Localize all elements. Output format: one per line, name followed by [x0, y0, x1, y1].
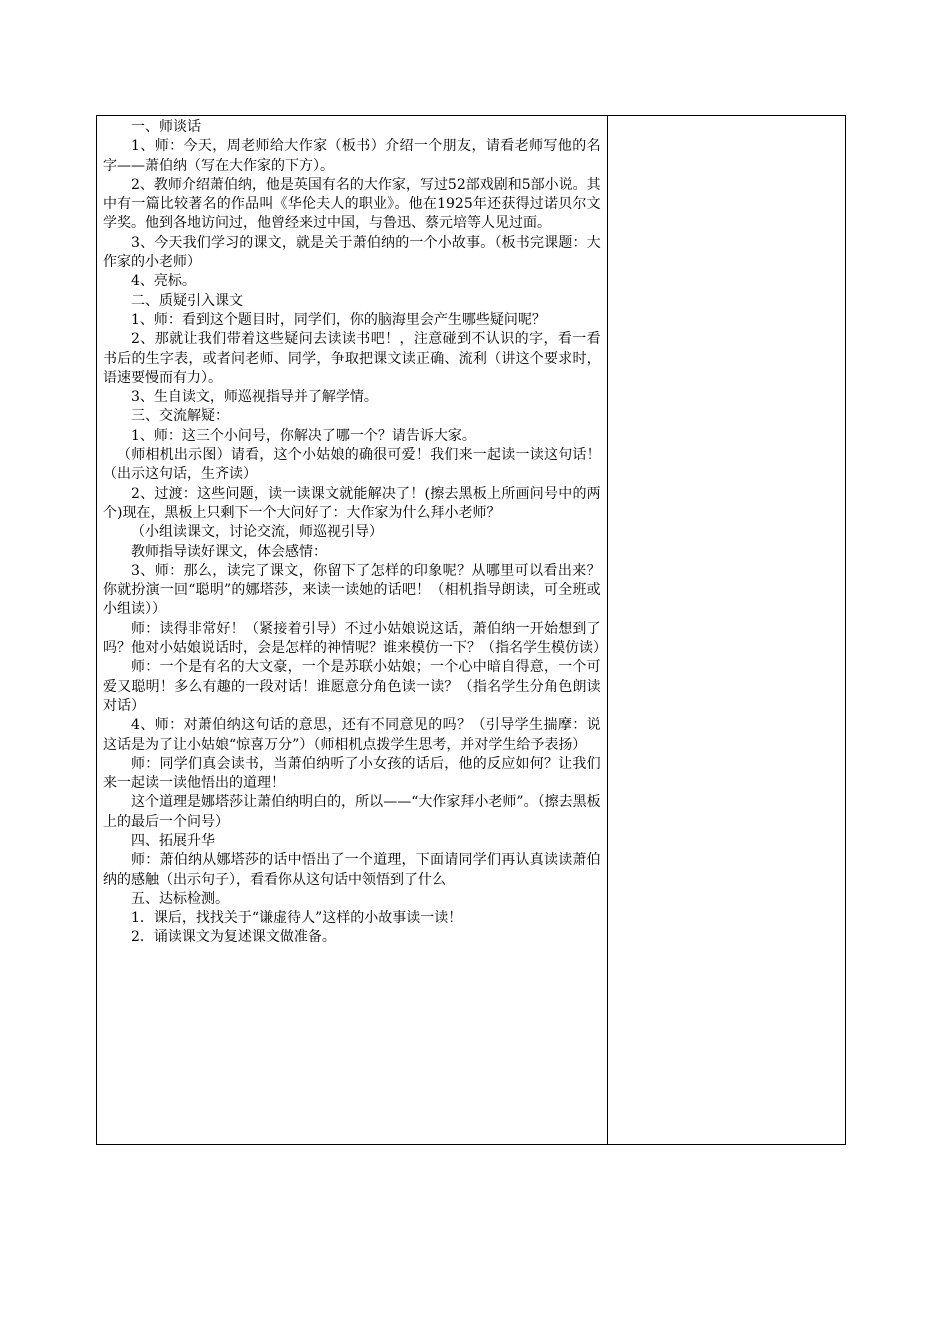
paragraph: 这个道理是娜塔莎让萧伯纳明白的，所以——“大作家拜小老师”。（擦去黑板上的最后一个问号） [103, 794, 601, 830]
paragraph: 3、师：那么，读完了课文，你留下了怎样的印象呢？从哪里可以看出来？你就扮演一回“聪明”的娜塔莎，来读一读她的话吧！（相机指导朗读，可全班或小组读）） [103, 562, 601, 618]
paragraph: 师：萧伯纳从娜塔莎的话中悟出了一个道理，下面请同学们再认真读读萧伯纳的感触（出示句子），看看你从这句话中领悟到了什么 [103, 852, 601, 888]
paragraph: 一、师谈话 [131, 119, 201, 135]
paragraph: 三、交流解疑： [131, 408, 229, 425]
paragraph: 师：同学们真会读书，当萧伯纳听了小女孩的话后，他的反应如何？让我们来一起读一读他悟出的道理！ [103, 755, 601, 792]
paragraph: 四、拓展升华 [131, 832, 215, 849]
paragraph: 3、今天我们学习的课文，就是关于萧伯纳的一个小故事。（板书完课题：大作家的小老师） [103, 234, 601, 271]
paragraph: 教师指导读好课文，体会感情： [131, 543, 327, 560]
lesson-content-cell [97, 116, 608, 1145]
paragraph: 师：一个是有名的大文豪，一个是苏联小姑娘；一个心中暗自得意，一个可爱又聪明！多么有趣的一段对话！谁愿意分角色读一读？（指名学生分角色朗读对话） [103, 659, 601, 714]
paragraph: 3、生自读文，师巡视指导并了解学情。 [131, 389, 378, 406]
table-row [97, 116, 846, 1145]
paragraph: 1．课后，找找关于“谦虚待人”这样的小故事读一读！ [131, 910, 463, 927]
paragraph: 二、质疑引入课文 [131, 292, 243, 309]
paragraph: 1、师：今天，周老师给大作家（板书）介绍一个朋友，请看老师写他的名字——萧伯纳（写在大作家的下方）。 [103, 138, 601, 174]
paragraph: 1、师：看到这个题目时，同学们，你的脑海里会产生哪些疑问呢？ [131, 311, 546, 328]
paragraph: 1、师：这三个小问号，你解决了哪一个？请告诉大家。 [131, 427, 476, 444]
notes-cell [607, 116, 845, 1145]
paragraph: （小组读课文，讨论交流，师巡视引导） [131, 524, 383, 541]
paragraph: 2、过渡：这些问题，读一读课文就能解决了！(擦去黑板上所画问号中的两个)现在，黑板上只剩下一个大问好了：大作家为什么拜小老师？ [103, 485, 601, 521]
paragraph: 2、教师介绍萧伯纳，他是英国有名的大作家，写过52部戏剧和5部小说。其中有一篇比较著名的作品叫《华伦夫人的职业》。他在1925年还获得过诺贝尔文学奖。他到各地访问过，他曾经来过中国，与鲁迅、蔡元培等人见过面。 [103, 176, 601, 232]
paragraph: （师相机出示图）请看，这个小姑娘的确很可爱！我们来一起读一读这句话！（出示这句话，生齐读） [103, 447, 601, 483]
paragraph: 2、那就让我们带着这些疑问去读读书吧！，注意碰到不认识的字，看一看书后的生字表，或者问老师、同学，争取把课文读正确、流利（讲这个要求时，语速要慢而有力）。 [103, 331, 601, 386]
paragraph: 2．诵读课文为复述课文做准备。 [131, 929, 336, 946]
lesson-content [97, 116, 607, 948]
paragraph: 4、师：对萧伯纳这句话的意思，还有不同意见的吗？（引导学生揣摩：说这话是为了让小姑娘“惊喜万分”）（师相机点拨学生思考，并对学生给予表扬） [103, 717, 601, 753]
paragraph: 五、达标检测。 [131, 890, 229, 907]
paragraph: 4、亮标。 [131, 273, 196, 290]
paragraph: 师：读得非常好！（紧接着引导）不过小姑娘说这话，萧伯纳一开始想到了吗？他对小姑娘说话时，会是怎样的神情呢？谁来模仿一下？（指名学生模仿读） [103, 620, 607, 657]
lesson-plan-table [96, 115, 846, 1145]
